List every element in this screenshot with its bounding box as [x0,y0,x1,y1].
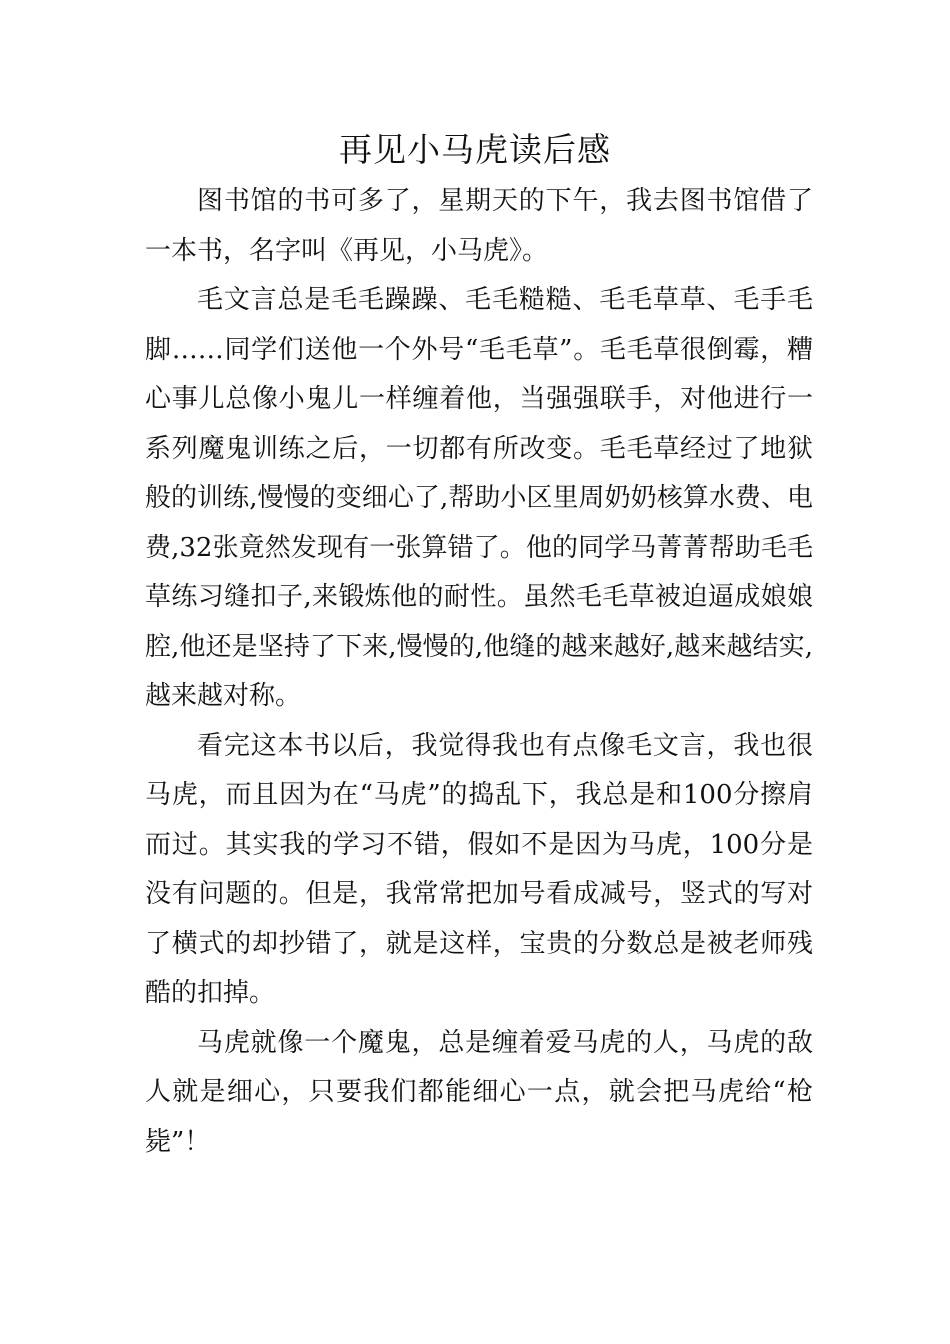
paragraph-1: 图书馆的书可多了，星期天的下午，我去图书馆借了一本书，名字叫《再见，小马虎》。 [145,186,813,266]
document-title: 再见小马虎读后感 [339,130,611,169]
paragraph-2: 毛文言总是毛毛躁躁、毛毛糙糙、毛毛草草、毛手毛脚……同学们送他一个外号“毛毛草”。毛毛草很倒霉，糟心事儿总像小鬼儿一样缠着他，当强强联手，对他进行一系列魔鬼训练之后，一切都有所改变。毛毛草经过了地狱般的训练,慢慢的变细心了,帮助小区里周奶奶核算水费、电费,32张竟然发现有一张算错了。他的同学马菁菁帮助毛毛草练习缝扣子,来锻炼他的耐性。虽然毛毛草被迫逼成娘娘腔,他还是坚持了下来,慢慢的,他缝的越来越好,越来越结实,越来越对称。 [145,285,813,711]
document-body [145,177,813,1167]
paragraph-4: 马虎就像一个魔鬼，总是缠着爱马虎的人，马虎的敌人就是细心，只要我们都能细心一点，就会把马虎给“枪毙”！ [145,1027,813,1157]
paragraph-3: 看完这本书以后，我觉得我也有点像毛文言，我也很马虎，而且因为在“马虎”的捣乱下，我总是和100分擦肩而过。其实我的学习不错，假如不是因为马虎，100分是没有问题的。但是，我常常把加号看成减号，竖式的写对了横式的却抄错了，就是这样，宝贵的分数总是被老师残酷的扣掉。 [145,730,813,1008]
